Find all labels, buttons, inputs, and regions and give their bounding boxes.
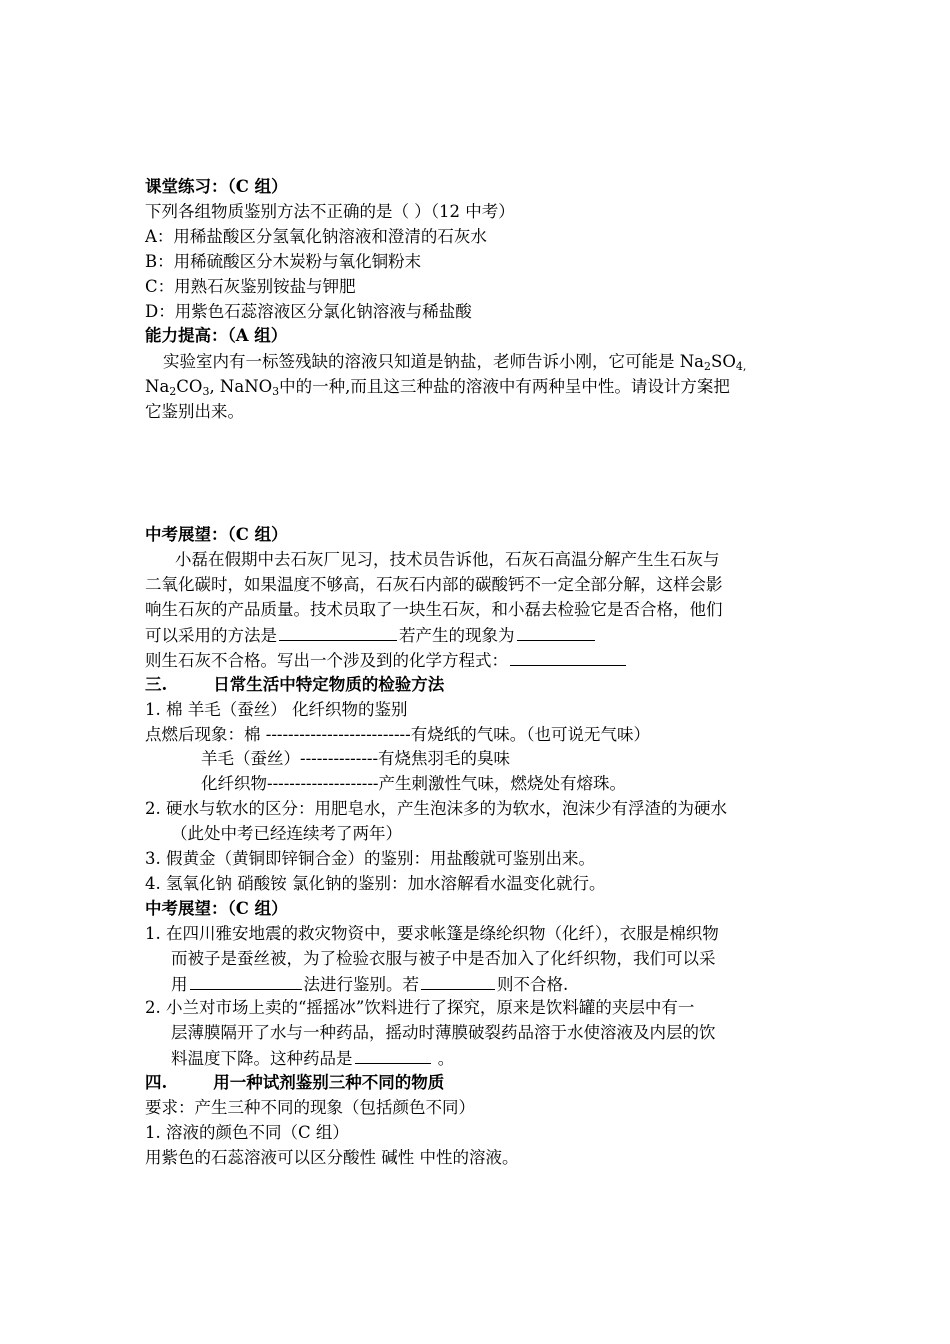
- list-item-3: 3. 假黄金（黄铜即锌铜合金）的鉴别：用盐酸就可鉴别出来。: [145, 849, 595, 868]
- exam-question-2-line-1: 2. 小兰对市场上卖的“摇摇冰”饮料进行了探究，原来是饮料罐的夹层中有一: [145, 998, 695, 1017]
- answer-blank-equation[interactable]: [510, 649, 626, 666]
- list-item-1-wool: 羊毛（蚕丝）--------------有烧焦羽毛的臭味: [201, 749, 511, 768]
- section-heading-four: 四. 用一种试剂鉴别三种不同的物质: [145, 1073, 445, 1092]
- option-a: A：用稀盐酸区分氢氧化钠溶液和澄清的石灰水: [145, 227, 487, 246]
- list-item-2: 2. 硬水与软水的区分：用肥皂水，产生泡沫多的为软水，泡沫少有浮渣的为硬水: [145, 799, 727, 818]
- section-title-classroom-practice: 课堂练习：（C 组）: [145, 177, 288, 196]
- exam-paragraph-line-5: 则生石灰不合格。写出一个涉及到的化学方程式：: [145, 649, 628, 672]
- section-title-ability: 能力提高：（A 组）: [145, 326, 288, 345]
- list-item-2-note: （此处中考已经连续考了两年）: [171, 824, 402, 843]
- list-item-1-cotton: 点燃后现象：棉 --------------------------有烧纸的气味。（也可说无气味）: [145, 725, 650, 744]
- ability-paragraph-line-3: 它鉴别出来。: [145, 402, 244, 421]
- section-title-exam-outlook-1: 中考展望：（C 组）: [145, 525, 288, 544]
- exam-question-1-line-2: 而被子是蚕丝被，为了检验衣服与被子中是否加入了化纤织物，我们可以采: [171, 949, 716, 968]
- list-item-1: 1. 棉 羊毛（蚕丝） 化纤织物的鉴别: [145, 700, 408, 719]
- exam-paragraph-line-3: 响生石灰的产品质量。技术员取了一块生石灰，和小磊去检验它是否合格，他们: [145, 600, 723, 619]
- question-text: 下列各组物质鉴别方法不正确的是（ ）（12 中考）: [145, 202, 515, 221]
- requirement-text: 要求：产生三种不同的现象（包括颜色不同）: [145, 1098, 475, 1117]
- ability-paragraph-line-1: 实验室内有一标签残缺的溶液只知道是钠盐，老师告诉小刚，它可能是 $Na_2SO_{4,}$: [163, 352, 747, 373]
- exam-question-1-line-1: 1. 在四川雅安地震的救灾物资中，要求帐篷是绦纶织物（化纤），衣服是棉织物: [145, 924, 719, 943]
- option-b: B：用稀硫酸区分木炭粉与氧化铜粉末: [145, 252, 422, 271]
- answer-blank-chemical[interactable]: [355, 1047, 431, 1064]
- option-c: C：用熟石灰鉴别铵盐与钾肥: [145, 277, 356, 296]
- exam-paragraph-line-4: 可以采用的方法是 若产生的现象为: [145, 624, 597, 647]
- exam-question-2-line-2: 层薄膜隔开了水与一种药品，摇动时薄膜破裂药品溶于水使溶液及内层的饮: [171, 1023, 716, 1042]
- exam-paragraph-line-1: 小磊在假期中去石灰厂见习，技术员告诉他，石灰石高温分解产生生石灰与: [175, 550, 720, 569]
- answer-blank-test-method[interactable]: [190, 973, 302, 990]
- subsection-1-title: 1. 溶液的颜色不同（C 组）: [145, 1123, 349, 1142]
- answer-blank-result[interactable]: [421, 973, 495, 990]
- exam-question-2-line-3: 料温度下降。这种药品是 。: [171, 1049, 455, 1068]
- option-d: D：用紫色石蕊溶液区分氯化钠溶液与稀盐酸: [145, 302, 472, 321]
- list-item-4: 4. 氢氧化钠 硝酸铵 氯化钠的鉴别：加水溶解看水温变化就行。: [145, 874, 606, 893]
- answer-blank-method[interactable]: [279, 624, 397, 641]
- subsection-1-text: 用紫色的石蕊溶液可以区分酸性 碱性 中性的溶液。: [145, 1148, 519, 1167]
- ability-paragraph-line-2: $Na_2CO_3$, NaNO$_3$中的一种,而且这三种盐的溶液中有两种呈中性。请设计方案把: [145, 377, 730, 398]
- section-heading-three: 三. 日常生活中特定物质的检验方法: [145, 675, 445, 694]
- list-item-1-synthetic: 化纤织物--------------------产生刺激性气味，燃烧处有熔珠。: [201, 774, 627, 793]
- section-title-exam-outlook-2: 中考展望：（C 组）: [145, 899, 288, 918]
- exam-question-1-line-3: 用 法进行鉴别。若 则不合格.: [171, 975, 569, 994]
- answer-blank-phenomenon[interactable]: [517, 624, 595, 641]
- exam-paragraph-line-2: 二氧化碳时，如果温度不够高，石灰石内部的碳酸钙不一定全部分解，这样会影: [145, 575, 723, 594]
